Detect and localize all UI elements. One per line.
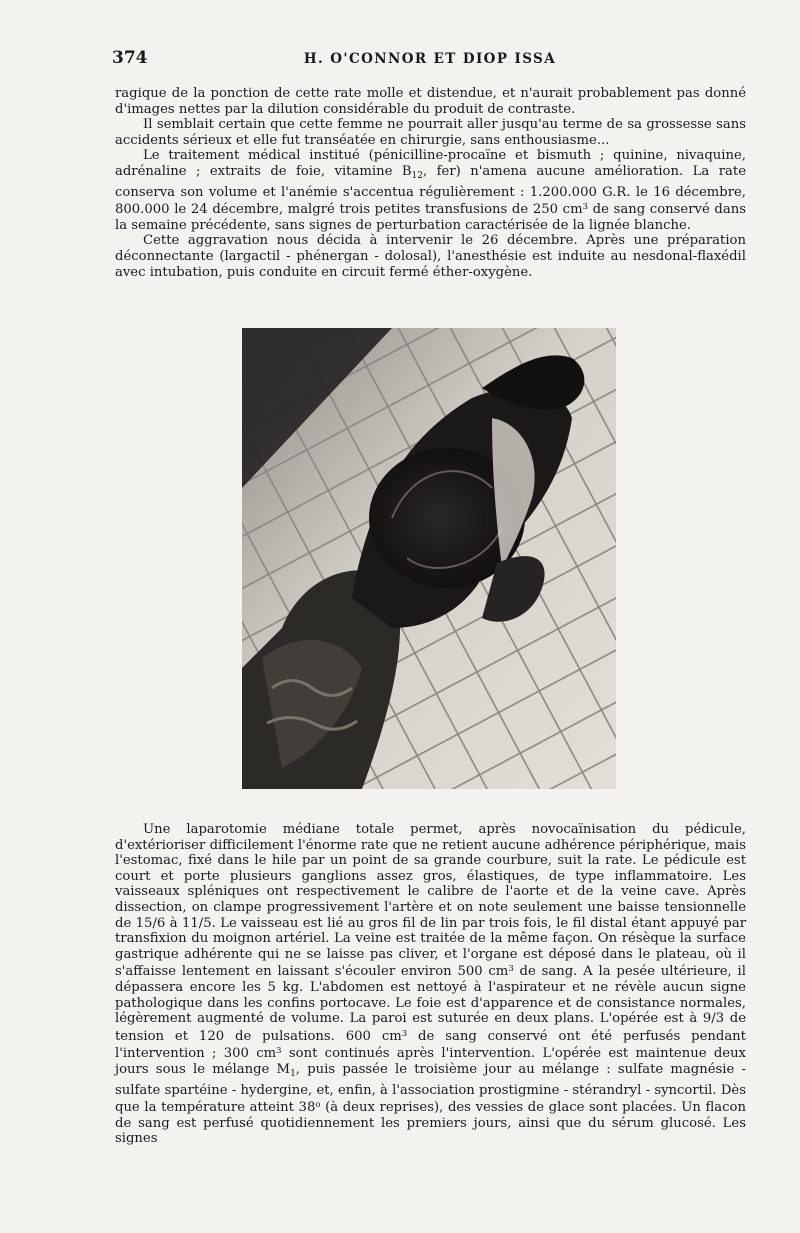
paragraph-operation: Une laparotomie médiane totale permet, après novocaïnisation du pédicule, d'extérioriser difficilement l'énorme rate que ne retient aucune adhérence périphérique, mais l'estomac, fixé dans le hile par un point de sa grande courbure, suit la rate. Le pédicule est court et porte plusieurs ganglions assez gros, élastiques, de type inflammatoire. Les vaisseaux spléniques ont respectivement le calibre de l'aorte et de la veine cave. Après dissection, on clampe progressivement l'artère et on note seulement une baisse tensionnelle de 15/6 à 11/5. Le vaisseau est lié au gros fil de lin par trois fois, le fil distal étant appuyé par transfixion du moignon artériel. La veine est traitée de la même façon. On résèque la surface gastrique adhérente qui ne se laisse pas cliver, et l'organe est déposé dans le plateau, où il s'affaisse lentement en laissant s'écouler environ 500 $cm^3$ de sang. A la pesée ultérieure, il dépassera encore les 5 kg. L'abdomen est nettoyé à l'aspirateur et ne révèle aucun signe pathologique dans les confins portocave. Le foie est d'apparence et de consistance normales, légèrement augmenté de volume. La paroi est suturée en deux plans. L'opérée est à 9/3 de tension et 120 de pulsations. 600 $cm^3$ de sang conservé ont été perfusés pendant l'intervention ; 300 $cm^3$ sont continués après l'intervention. L'opérée est maintenue deux jours sous le mélange $M_1$, puis passée le troisième jour au mélange : sulfate magnésie - sulfate spartéine - hydergine, et, enfin, à l'association prostigmine - stérandryl - syncortil. Dès que la température atteint 38$^o$ (à deux reprises), des vessies de glace sont placées. Un flacon de sang est perfusé quotidiennement les premiers jours, ainsi que du sérum glucosé. Les signes	[115, 822, 746, 1147]
paragraph-pregnancy: Il semblait certain que cette femme ne pourrait aller jusqu'au terme de sa grossesse sans accidents sérieux et elle fut transéatée en chirurgie, sans enthousiasme...	[115, 117, 746, 148]
page-header	[112, 48, 748, 74]
page-number: 374	[112, 48, 148, 68]
paragraph-treatment: Le traitement médical institué (pénicilline-procaïne et bismuth ; quinine, nivaquine, adrénaline ; extraits de foie, vitamine $B_{12}$, fer) n'amena aucune amélioration. La rate conserva son volume et l'anémie s'accentua régulièrement : 1.200.000 G.R. le 16 décembre, 800.000 le 24 décembre, malgré trois petites transfusions de 250 $cm^3$ de sang conservé dans la semaine précédente, sans signes de perturbation caractérisée de la lignée blanche.	[115, 148, 746, 233]
paragraph-anesthesia: Cette aggravation nous décida à intervenir le 26 décembre. Après une préparation déconnectante (largactil - phénergan - dolosal), l'anesthésie est induite au nesdonal-flaxédil avec intubation, puis conduite en circuit fermé éther-oxygène.	[115, 233, 746, 280]
running-head: H. O'CONNOR ET DIOP ISSA	[303, 51, 557, 67]
patient-photograph	[242, 328, 616, 789]
bottom-text-block	[115, 822, 746, 1147]
top-text-block	[115, 86, 746, 280]
paragraph-continuation: ragique de la ponction de cette rate molle et distendue, et n'aurait probablement pas donné d'images nettes par la dilution considérable du produit de contraste.	[115, 86, 746, 117]
